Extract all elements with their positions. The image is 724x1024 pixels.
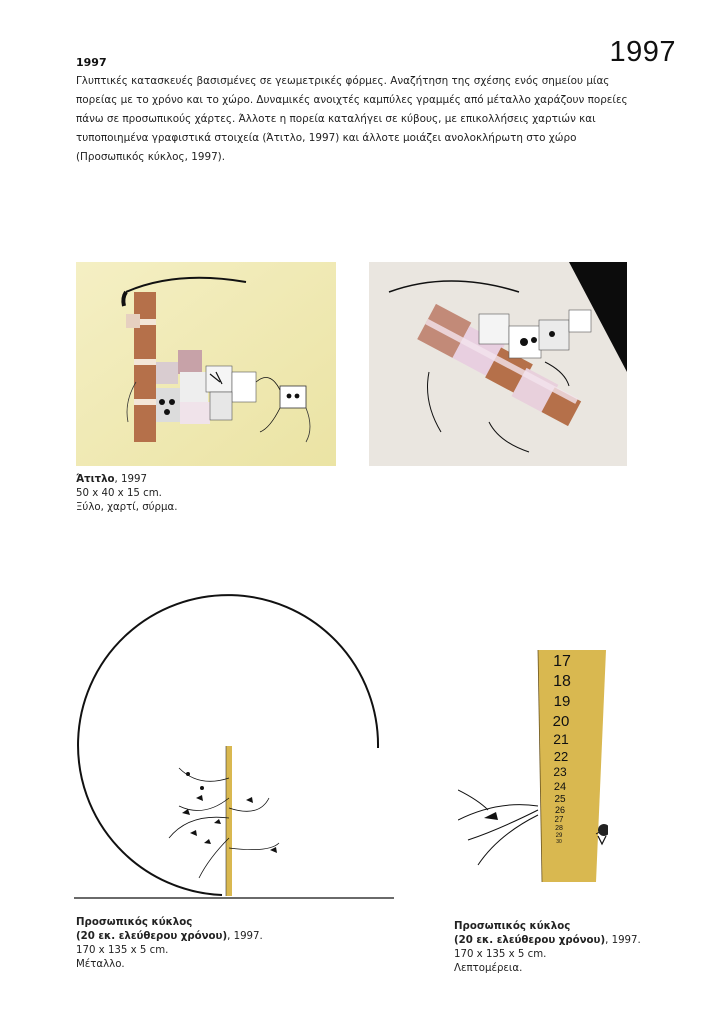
svg-text:23: 23 [553,765,567,779]
svg-text:17: 17 [553,653,571,670]
photo-untitled-angle [369,262,627,466]
svg-text:22: 22 [553,749,569,764]
work-title-line1: Προσωπικός κύκλος [76,917,193,928]
work-materials: Λεπτομέρεια. [454,963,523,974]
svg-text:21: 21 [553,731,569,747]
photo-personal-circle-detail [458,650,608,882]
svg-text:18: 18 [553,673,571,690]
work-title-line2: (20 εκ. ελεύθερου χρόνου) [76,931,228,942]
work-year: , 1997 [114,474,147,485]
svg-text:27: 27 [554,815,564,824]
svg-text:24: 24 [553,781,567,793]
work-year: , 1997. [605,935,641,946]
intro-paragraph: Γλυπτικές κατασκευές βασισμένες σε γεωμετρικές φόρμες. Αναζήτηση της σχέσης ενός σημείου μίας πορείας με το χρόνο και το χώρο. Δυναμικές ανοιχτές καμπύλες γραμμές από μέταλλο χαράζουν πορείες πάνω σε προσωπικούς χάρτες. Άλλοτε η πορεία καταλήγει σε κύβους, με επικολλήσεις χαρτιών και τυποποιημένα γραφιστικά στοιχεία (Άτιτλο, 1997) και άλλοτε μοιάζει ανολοκλήρωτη στο χώρο (Προσωπικός κύκλος, 1997). [76,75,628,163]
caption-personal-circle-detail [454,920,641,976]
svg-text:20: 20 [552,713,570,730]
work-dimensions: 50 x 40 x 15 cm. [76,488,162,499]
work-dimensions: 170 x 135 x 5 cm. [454,949,547,960]
photo-personal-circle [74,588,394,904]
work-title: Άτιτλο [76,474,115,485]
caption-untitled [76,473,177,515]
caption-personal-circle [76,916,263,972]
svg-text:28: 28 [555,825,563,832]
svg-text:26: 26 [554,805,566,815]
work-year: , 1997. [227,931,263,942]
svg-text:19: 19 [553,693,571,710]
work-materials: Ξύλο, χαρτί, σύρμα. [76,502,178,513]
work-materials: Μέταλλο. [76,959,125,970]
page-year-corner: 1997 [609,36,676,68]
photo-untitled-front [76,262,336,466]
section-heading: 1997 [76,56,107,69]
svg-text:30: 30 [556,839,562,845]
svg-text:25: 25 [554,794,566,805]
work-dimensions: 170 x 135 x 5 cm. [76,945,169,956]
svg-text:29: 29 [555,833,563,839]
work-title-line2: (20 εκ. ελεύθερου χρόνου) [454,935,606,946]
work-title-line1: Προσωπικός κύκλος [454,921,571,932]
